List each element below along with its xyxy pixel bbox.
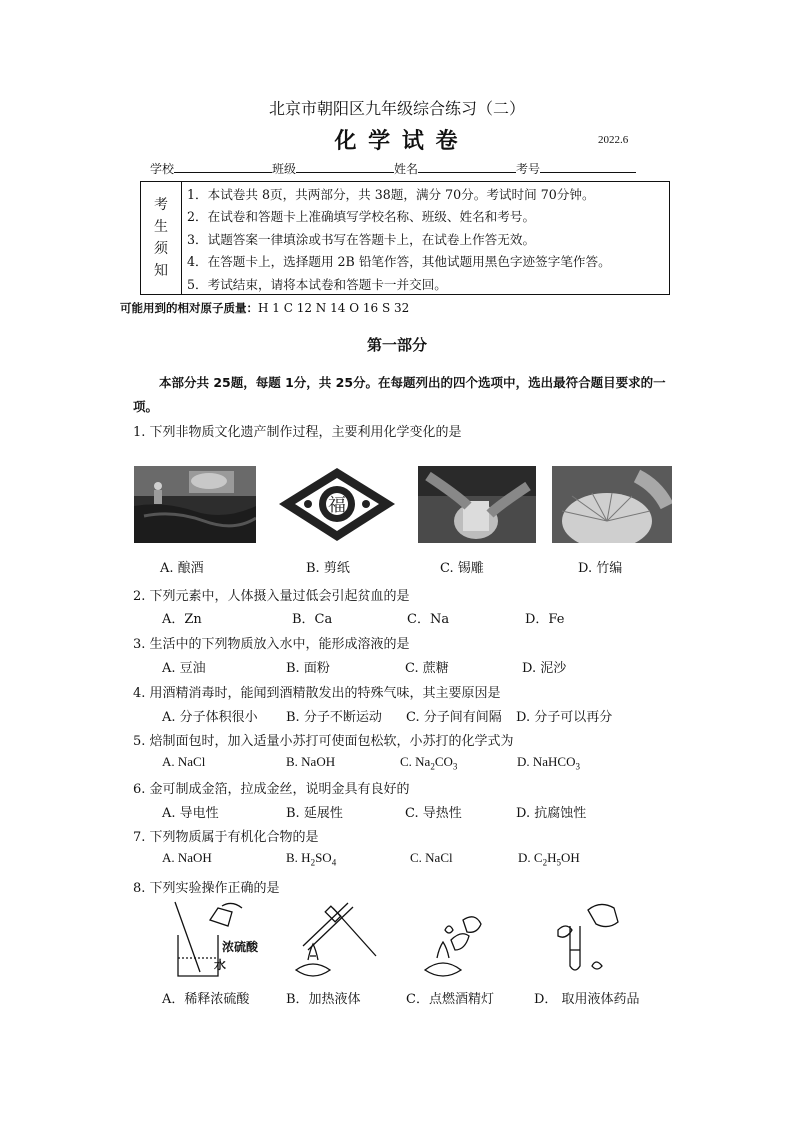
q5-option-c[interactable]: C. $Na_2CO_3$ xyxy=(400,754,458,772)
notice-side-char: 知 xyxy=(154,263,168,279)
notice-row: 3．试题答案一律填涂或书写在答题卡上，在试卷上作答无效。 xyxy=(187,231,536,247)
atomic-mass-label: 可能用到的相对原子质量： xyxy=(120,301,258,315)
q1-image-bamboo-weaving xyxy=(552,466,672,543)
q2-option-c[interactable]: C．Na xyxy=(407,612,450,627)
exam-notice-box xyxy=(140,181,670,295)
question-8: 8. 下列实验操作正确的是 xyxy=(133,881,280,896)
q4-option-b[interactable]: B. 分子不断运动 xyxy=(286,710,382,725)
class-blank[interactable] xyxy=(296,160,394,173)
notice-row: 2．在试卷和答题卡上准确填写学校名称、班级、姓名和考号。 xyxy=(187,209,536,225)
part-one-title: 第一部分 xyxy=(366,336,427,354)
q2-option-d[interactable]: D．Fe xyxy=(525,612,565,627)
q5-option-d[interactable]: D. NaHCO$_3$ xyxy=(517,754,580,772)
question-7: 7. 下列物质属于有机化合物的是 xyxy=(133,830,319,845)
q6-option-d[interactable]: D. 抗腐蚀性 xyxy=(516,806,587,821)
q8-annotation-water: 水 xyxy=(214,958,227,972)
notice-row: 4．在答题卡上，选择题用 2B 铅笔作答，其他试题用黑色字迹签字笔作答。 xyxy=(187,254,611,270)
q8-diagram-a xyxy=(160,900,270,982)
exam-subtitle: 北京市朝阳区九年级综合练习（二） xyxy=(268,99,525,118)
atomic-mass-values: H 1 C 12 N 14 O 16 S 32 xyxy=(258,301,410,315)
question-1: 1. 下列非物质文化遗产制作过程，主要利用化学变化的是 xyxy=(133,425,462,440)
q8-option-b[interactable]: B．加热液体 xyxy=(286,992,361,1007)
q5-options xyxy=(160,754,680,772)
notice-side-label xyxy=(141,182,182,294)
exam-title: 化 学 试 卷 xyxy=(334,128,460,154)
q7-option-d[interactable]: D. $C_2H_5OH$ xyxy=(518,850,580,868)
q1-image-tin-carving xyxy=(418,466,536,543)
q1-option-a[interactable]: A. 酿酒 xyxy=(160,561,204,576)
q8-option-a[interactable]: A．稀释浓硫酸 xyxy=(162,992,250,1007)
q4-option-c[interactable]: C. 分子间有间隔 xyxy=(406,710,502,725)
q8-option-c[interactable]: C．点燃酒精灯 xyxy=(406,992,494,1007)
intro-text: 本部分共 25题，每题 1分，共 25分。在每题列出的 xyxy=(159,375,454,390)
q7-options xyxy=(160,850,680,868)
relative-atomic-mass-line xyxy=(120,300,409,316)
q2-option-a[interactable]: A．Zn xyxy=(162,612,202,627)
q8-option-d[interactable]: D． 取用液体药品 xyxy=(534,992,640,1007)
question-5: 5. 焙制面包时，加入适量小苏打可使面包松软，小苏打的化学式为 xyxy=(133,734,514,749)
intro-emphasis: 四个选项中 xyxy=(453,375,516,390)
student-info-line xyxy=(150,160,636,177)
q1-image-papercut xyxy=(275,466,399,543)
notice-side-char: 生 xyxy=(154,219,168,235)
question-4: 4. 用酒精消毒时，能闻到酒精散发出的特殊气味，其主要原因是 xyxy=(133,686,501,701)
q7-option-a[interactable]: A. NaOH xyxy=(162,850,212,865)
q8-diagram-c xyxy=(415,910,495,982)
svg-text:福: 福 xyxy=(328,495,346,516)
q1-option-c[interactable]: C. 锡雕 xyxy=(440,561,484,576)
notice-row: 5．考试结束，请将本试卷和答题卡一并交回。 xyxy=(187,276,447,292)
q7-option-c[interactable]: C. NaCl xyxy=(410,850,453,865)
question-6: 6. 金可制成金箔，拉成金丝，说明金具有良好的 xyxy=(133,782,410,797)
q6-option-b[interactable]: B. 延展性 xyxy=(286,806,343,821)
part-one-instructions xyxy=(133,371,678,419)
q6-option-c[interactable]: C. 导热性 xyxy=(405,806,462,821)
q4-option-a[interactable]: A. 分子体积很小 xyxy=(162,710,258,725)
exam-number-label: 考号 xyxy=(516,162,541,176)
q1-image-brewing xyxy=(134,466,256,543)
q6-option-a[interactable]: A. 导电性 xyxy=(162,806,219,821)
exam-number-blank[interactable] xyxy=(540,160,636,173)
school-label: 学校 xyxy=(150,162,175,176)
notice-side-char: 考 xyxy=(154,197,168,213)
name-blank[interactable] xyxy=(418,160,516,173)
exam-date: 2022.6 xyxy=(598,134,629,146)
q2-options xyxy=(160,608,660,626)
q1-option-b[interactable]: B. 剪纸 xyxy=(306,561,350,576)
q8-diagram-d xyxy=(548,900,628,982)
q3-option-d[interactable]: D. 泥沙 xyxy=(522,661,567,676)
name-label: 姓名 xyxy=(394,162,419,176)
q8-annotation-acid: 浓硫酸 xyxy=(222,940,259,954)
school-blank[interactable] xyxy=(174,160,272,173)
q1-option-d[interactable]: D. 竹编 xyxy=(578,561,623,576)
q3-option-b[interactable]: B. 面粉 xyxy=(286,661,330,676)
q5-option-a[interactable]: A. NaCl xyxy=(162,754,206,769)
class-label: 班级 xyxy=(272,162,297,176)
q8-diagram-b xyxy=(288,898,388,982)
question-3: 3. 生活中的下列物质放入水中，能形成溶液的是 xyxy=(133,637,410,652)
q7-option-b[interactable]: B. $H_2SO_4$ xyxy=(286,850,337,868)
q6-options xyxy=(160,802,660,820)
intro-text-end: ，选出最符合题目要求的一项。 xyxy=(133,375,666,414)
q4-option-d[interactable]: D. 分子可以再分 xyxy=(516,710,613,725)
question-2: 2. 下列元素中，人体摄入量过低会引起贫血的是 xyxy=(133,589,410,604)
q3-option-c[interactable]: C. 蔗糖 xyxy=(405,661,449,676)
q3-option-a[interactable]: A. 豆油 xyxy=(162,661,206,676)
notice-side-char: 须 xyxy=(154,241,168,257)
q5-option-b[interactable]: B. NaOH xyxy=(286,754,336,769)
q4-options xyxy=(160,706,680,724)
notice-row: 1．本试卷共 8页，共两部分，共 38题，满分 70分。考试时间 70分钟。 xyxy=(187,187,595,202)
q2-option-b[interactable]: B．Ca xyxy=(292,612,333,627)
q3-options xyxy=(160,657,660,675)
